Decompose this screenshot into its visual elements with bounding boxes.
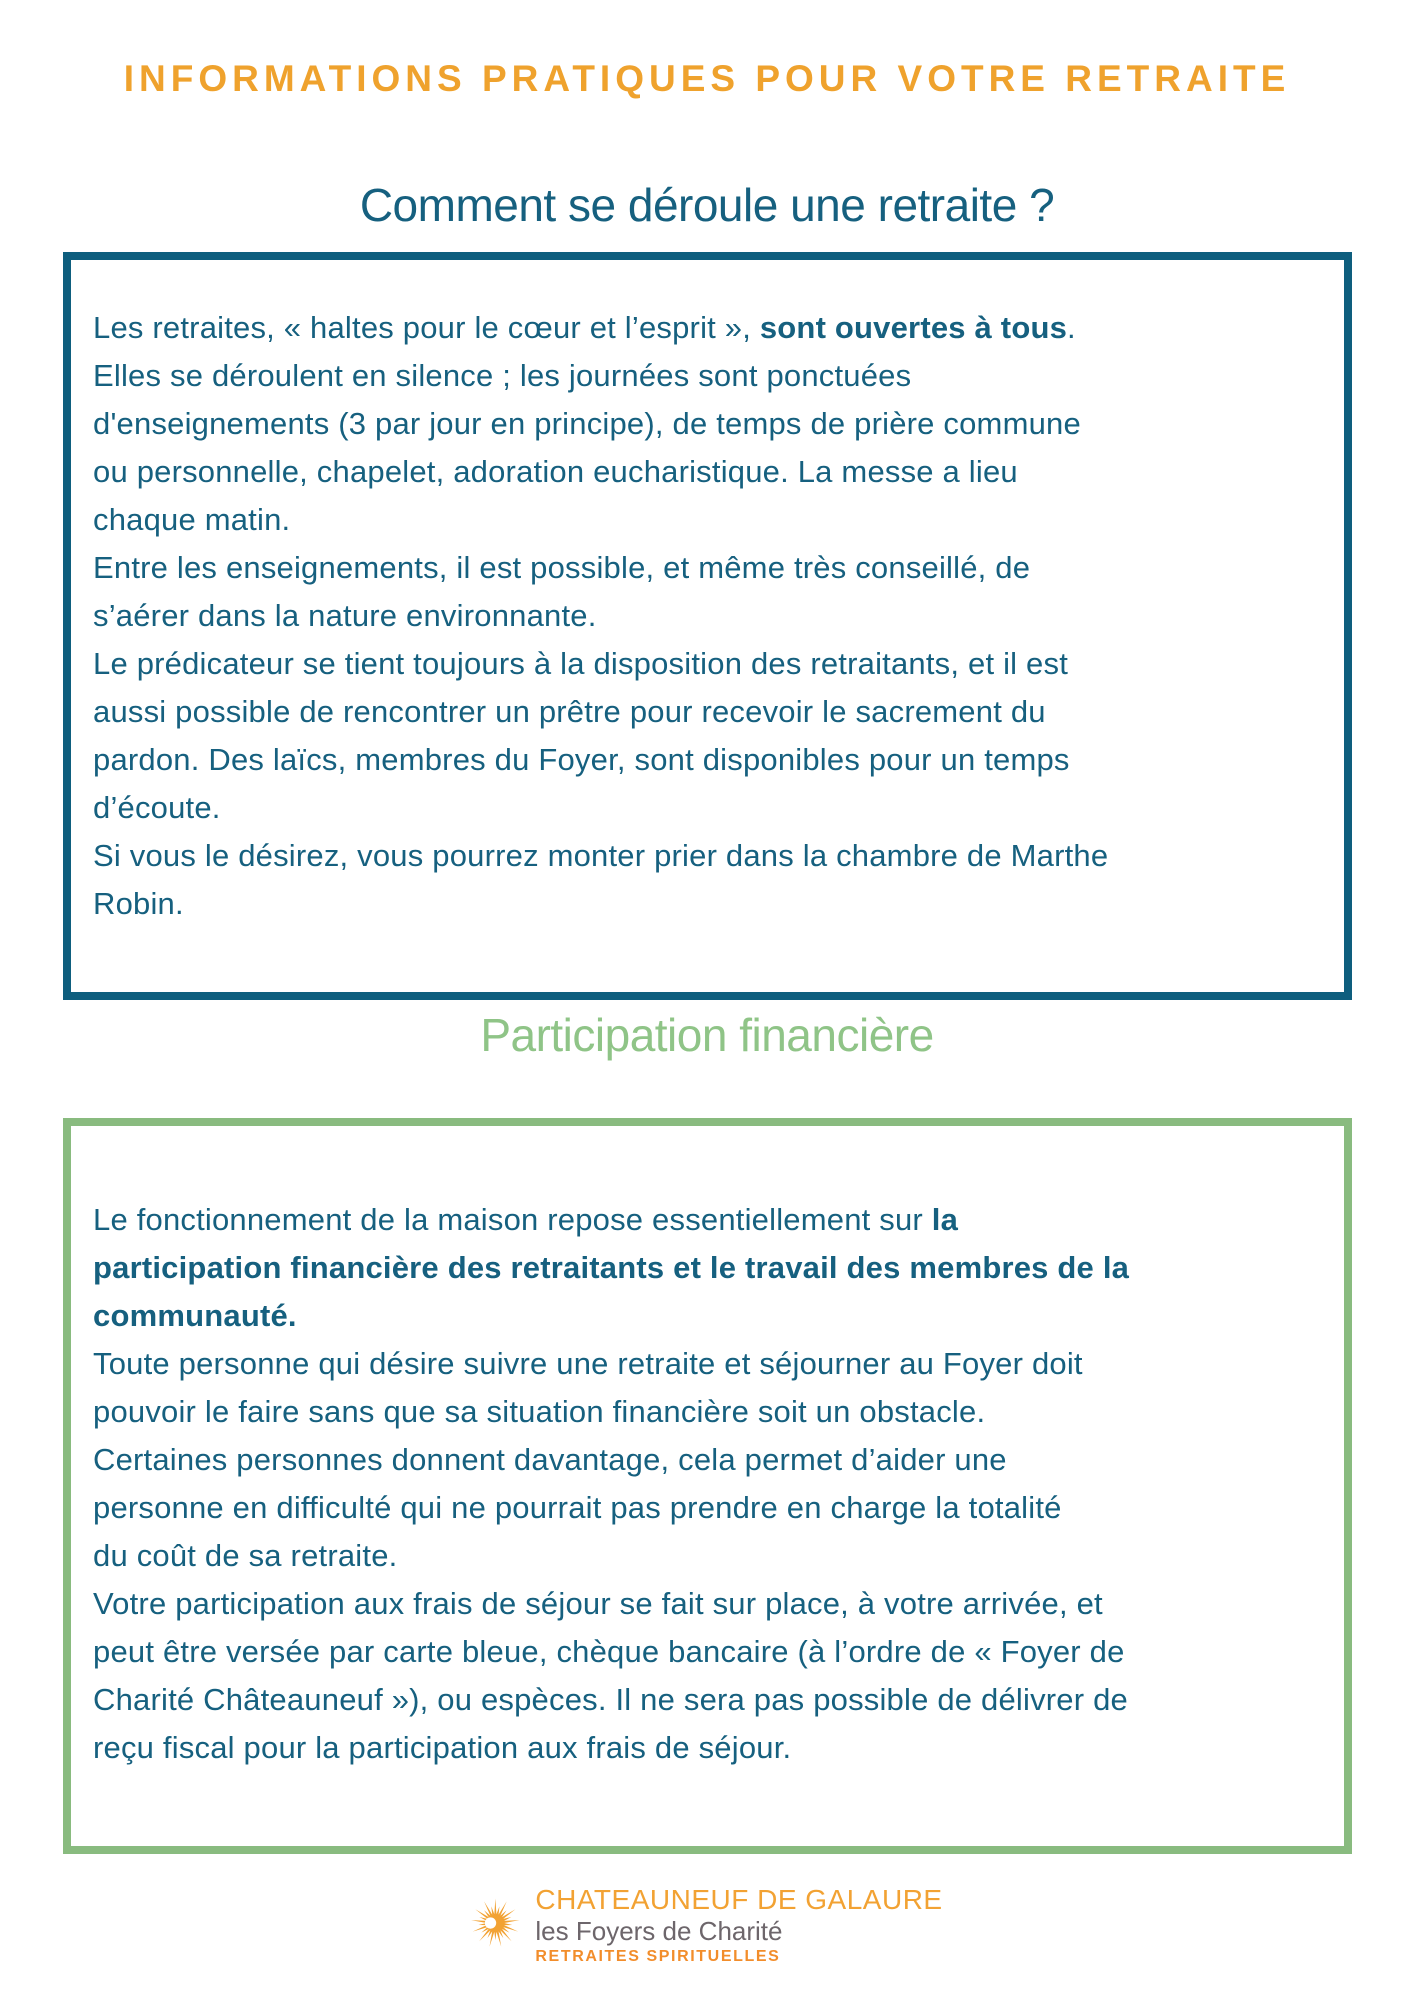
text-line: Charité Châteauneuf »), ou espèces. Il ne sera pas possible de délivrer de [93, 1682, 1128, 1717]
text-line: communauté. [93, 1298, 297, 1333]
text-line: Les retraites, « haltes pour le cœur et l’esprit », sont ouvertes à tous. [93, 310, 1076, 345]
text-line: participation financière des retraitants et le travail des membres de la [93, 1250, 1130, 1285]
text-line: Si vous le désirez, vous pourrez monter prier dans la chambre de Marthe [93, 838, 1109, 873]
finance-info-box [63, 1118, 1352, 1854]
text-line: pouvoir le faire sans que sa situation financière soit un obstacle. [93, 1394, 986, 1429]
finance-info-text [93, 1196, 1322, 1772]
sun-icon-notch [485, 1917, 496, 1928]
text-line: Elles se déroulent en silence ; les journées sont ponctuées [93, 358, 912, 393]
text-line: Le prédicateur se tient toujours à la disposition des retraitants, et il est [93, 646, 1069, 681]
sun-icon [471, 1886, 523, 1960]
text-line: ou personnelle, chapelet, adoration eucharistique. La messe a lieu [93, 454, 1018, 489]
text-line: chaque matin. [93, 502, 291, 537]
text-line: d’écoute. [93, 790, 221, 825]
text-line: s’aérer dans la nature environnante. [93, 598, 597, 633]
footer-brand-text [535, 1884, 942, 1968]
text-line: Entre les enseignements, il est possible, et même très conseillé, de [93, 550, 1031, 585]
finance-section-title: Participation financière [480, 1009, 934, 1061]
text-line: d'enseignements (3 par jour en principe), de temps de prière commune [93, 406, 1081, 441]
text-line: peut être versée par carte bleue, chèque bancaire (à l’ordre de « Foyer de [93, 1634, 1125, 1669]
footer-logo-inner [471, 1884, 942, 1968]
retreat-info-text [93, 304, 1322, 928]
footer-tagline: RETRAITES SPIRITUELLES [535, 1948, 781, 1965]
text-line: Robin. [93, 886, 184, 921]
footer-logo [0, 1884, 1414, 1968]
text-line: Votre participation aux frais de séjour se fait sur place, à votre arrivée, et [93, 1586, 1103, 1621]
text-line: Le fonctionnement de la maison repose essentiellement sur la [93, 1202, 959, 1237]
text-line: pardon. Des laïcs, membres du Foyer, sont disponibles pour un temps [93, 742, 1070, 777]
retreat-section-title: Comment se déroule une retraite ? [359, 179, 1055, 231]
footer-organization: les Foyers de Charité [535, 1916, 783, 1946]
page-header-title: INFORMATIONS PRATIQUES POUR VOTRE RETRAITE [123, 58, 1291, 99]
text-line: personne en difficulté qui ne pourrait pas prendre en charge la totalité [93, 1490, 1062, 1525]
retreat-info-box [63, 252, 1352, 1000]
text-line: aussi possible de rencontrer un prêtre pour recevoir le sacrement du [93, 694, 1046, 729]
text-line: Toute personne qui désire suivre une retraite et séjourner au Foyer doit [93, 1346, 1083, 1381]
footer-brand-name: CHATEAUNEUF DE GALAURE [535, 1884, 943, 1915]
text-line: Certaines personnes donnent davantage, cela permet d’aider une [93, 1442, 1007, 1477]
text-line: reçu fiscal pour la participation aux frais de séjour. [93, 1730, 792, 1765]
text-line: du coût de sa retraite. [93, 1538, 398, 1573]
